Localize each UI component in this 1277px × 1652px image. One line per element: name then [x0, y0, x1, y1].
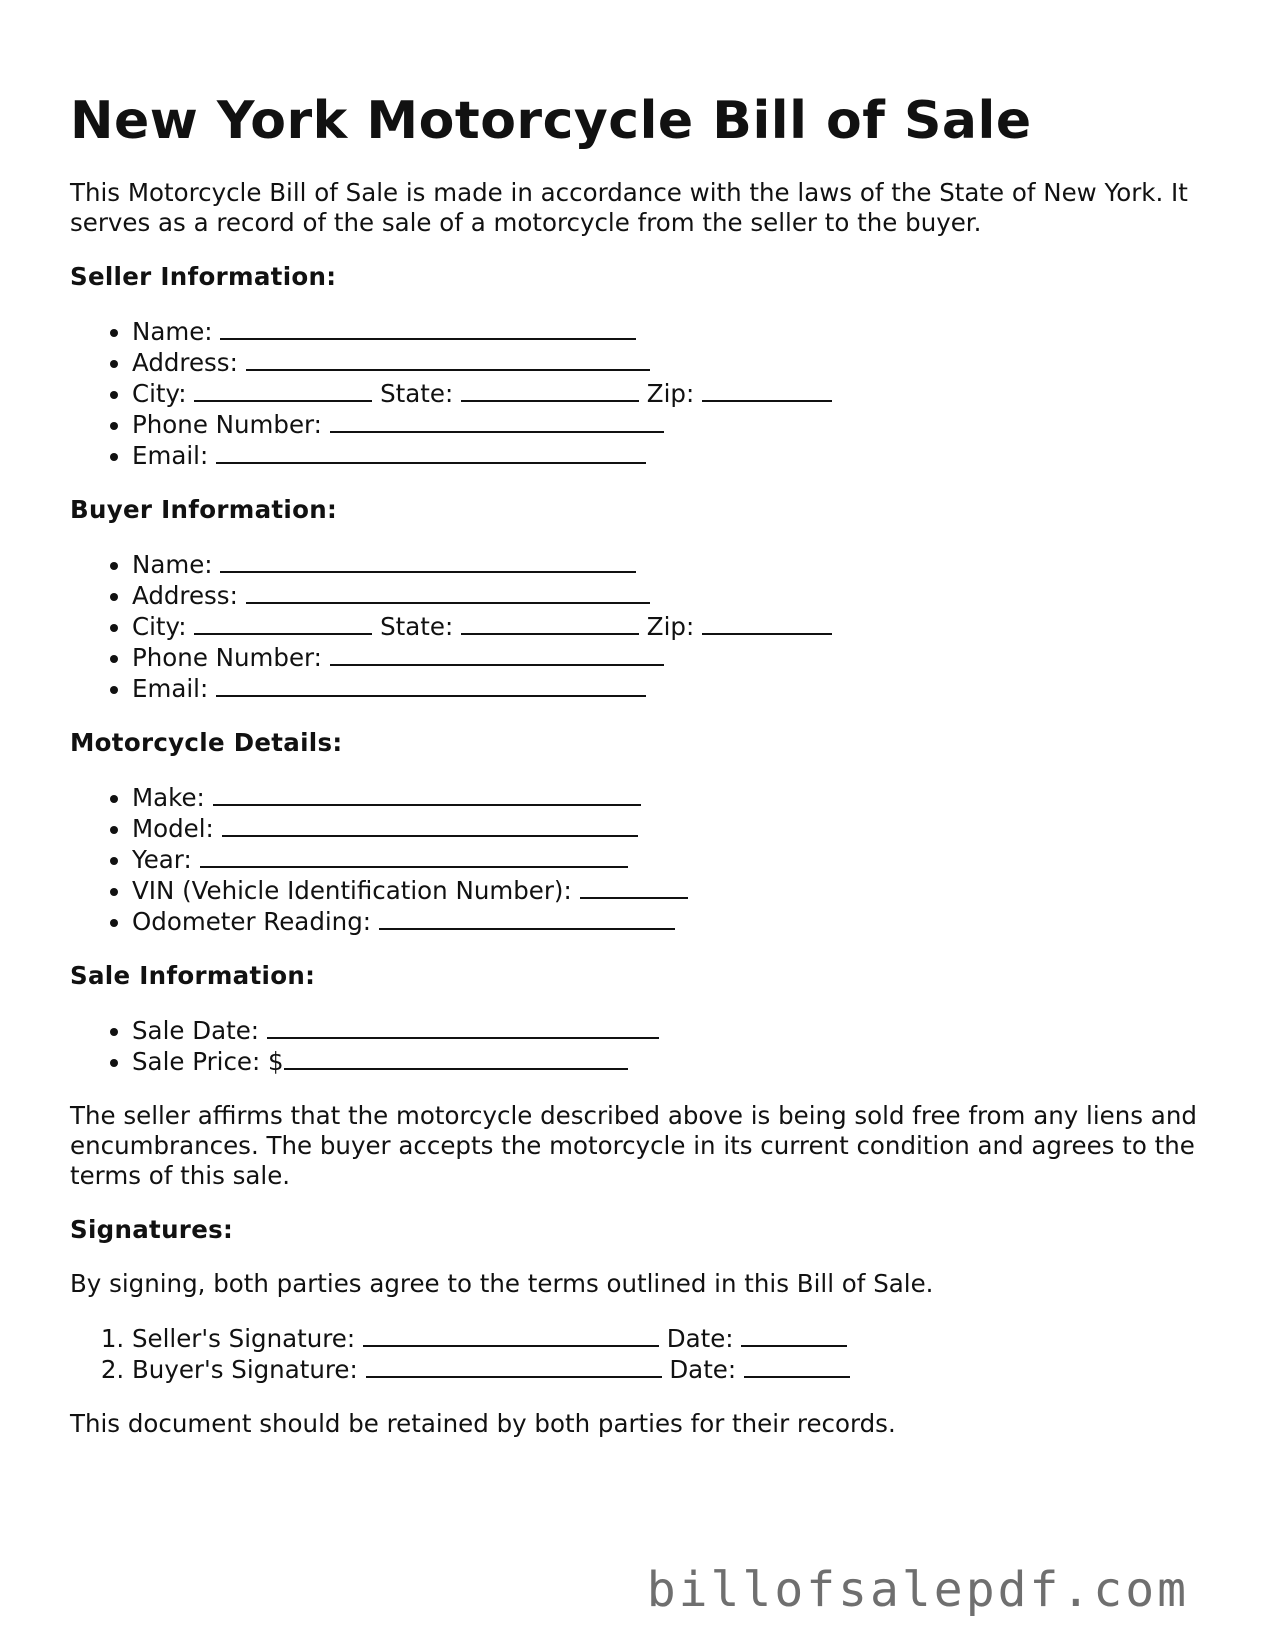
model-field[interactable] [222, 813, 638, 837]
seller-address-field[interactable] [246, 347, 650, 371]
buyer-heading: Buyer Information: [70, 495, 338, 524]
buyer-date-label: Date: [669, 1355, 737, 1384]
seller-phone-field[interactable] [330, 409, 664, 433]
seller-phone-item [132, 409, 1210, 440]
buyer-address-field[interactable] [246, 580, 650, 604]
buyer-date-field[interactable] [744, 1354, 850, 1378]
motorcycle-list [70, 782, 1210, 937]
buyer-signature-item [132, 1354, 1210, 1385]
make-label: Make: [132, 783, 205, 812]
buyer-zip-label: Zip: [646, 612, 695, 641]
retention-note: This document should be retained by both parties for their records. [70, 1409, 896, 1438]
seller-address-item [132, 347, 1210, 378]
year-label: Year: [132, 845, 192, 874]
buyer-phone-item [132, 642, 1210, 673]
signatures-intro: By signing, both parties agree to the terms outlined in this Bill of Sale. [70, 1269, 934, 1298]
sale-heading: Sale Information: [70, 961, 316, 990]
vin-field[interactable] [580, 875, 688, 899]
odometer-item [132, 906, 1210, 937]
seller-name-field[interactable] [220, 316, 636, 340]
buyer-name-field[interactable] [220, 549, 636, 573]
buyer-zip-field[interactable] [702, 611, 832, 635]
buyer-city-item [132, 611, 1210, 642]
seller-name-item [132, 316, 1210, 347]
buyer-address-item [132, 580, 1210, 611]
buyer-signature-label: Buyer's Signature: [132, 1355, 358, 1384]
buyer-name-label: Name: [132, 550, 213, 579]
seller-state-label: State: [380, 379, 454, 408]
seller-zip-field[interactable] [702, 378, 832, 402]
seller-email-item [132, 440, 1210, 471]
buyer-name-item [132, 549, 1210, 580]
seller-address-label: Address: [132, 348, 238, 377]
buyer-email-label: Email: [132, 674, 209, 703]
watermark-text: billofsalepdf.com [646, 1562, 1189, 1618]
make-item [132, 782, 1210, 813]
seller-state-field[interactable] [461, 378, 639, 402]
buyer-city-field[interactable] [194, 611, 372, 635]
seller-signature-field[interactable] [363, 1323, 659, 1347]
buyer-city-label: City: [132, 612, 187, 641]
seller-heading: Seller Information: [70, 262, 337, 291]
seller-date-field[interactable] [741, 1323, 847, 1347]
buyer-state-label: State: [380, 612, 454, 641]
document [70, 80, 1210, 1439]
seller-signature-item [132, 1323, 1210, 1354]
document-title: New York Motorcycle Bill of Sale [70, 91, 1032, 151]
sale-date-item [132, 1015, 1210, 1046]
intro-paragraph: This Motorcycle Bill of Sale is made in accordance with the laws of the State of New York. It serves as a record of the sale of a motorcycle from the seller to the buyer. [70, 178, 1188, 237]
make-field[interactable] [213, 782, 641, 806]
sale-date-field[interactable] [267, 1015, 659, 1039]
seller-phone-label: Phone Number: [132, 410, 322, 439]
affirmation-paragraph: The seller affirms that the motorcycle described above is being sold free from any liens and encumbrances. The buyer accepts the motorcycle in its current condition and agrees to the terms of this sale. [70, 1101, 1197, 1190]
model-item [132, 813, 1210, 844]
seller-list [70, 316, 1210, 471]
sale-price-item [132, 1046, 1210, 1077]
seller-email-field[interactable] [216, 440, 646, 464]
seller-email-label: Email: [132, 441, 209, 470]
buyer-signature-field[interactable] [366, 1354, 662, 1378]
sale-list [70, 1015, 1210, 1077]
vin-item [132, 875, 1210, 906]
year-item [132, 844, 1210, 875]
seller-city-item [132, 378, 1210, 409]
sale-price-label: Sale Price: $ [132, 1047, 284, 1076]
signature-list [70, 1323, 1210, 1385]
motorcycle-heading: Motorcycle Details: [70, 728, 343, 757]
buyer-email-item [132, 673, 1210, 704]
seller-city-label: City: [132, 379, 187, 408]
odometer-label: Odometer Reading: [132, 907, 372, 936]
buyer-state-field[interactable] [461, 611, 639, 635]
model-label: Model: [132, 814, 214, 843]
buyer-address-label: Address: [132, 581, 238, 610]
seller-date-label: Date: [666, 1324, 734, 1353]
year-field[interactable] [200, 844, 628, 868]
seller-signature-label: Seller's Signature: [132, 1324, 356, 1353]
buyer-phone-label: Phone Number: [132, 643, 322, 672]
seller-city-field[interactable] [194, 378, 372, 402]
seller-zip-label: Zip: [646, 379, 695, 408]
buyer-phone-field[interactable] [330, 642, 664, 666]
sale-price-field[interactable] [284, 1046, 628, 1070]
vin-label: VIN (Vehicle Identification Number): [132, 876, 572, 905]
buyer-list [70, 549, 1210, 704]
seller-name-label: Name: [132, 317, 213, 346]
odometer-field[interactable] [379, 906, 675, 930]
buyer-email-field[interactable] [216, 673, 646, 697]
signatures-heading: Signatures: [70, 1215, 234, 1244]
sale-date-label: Sale Date: [132, 1016, 260, 1045]
